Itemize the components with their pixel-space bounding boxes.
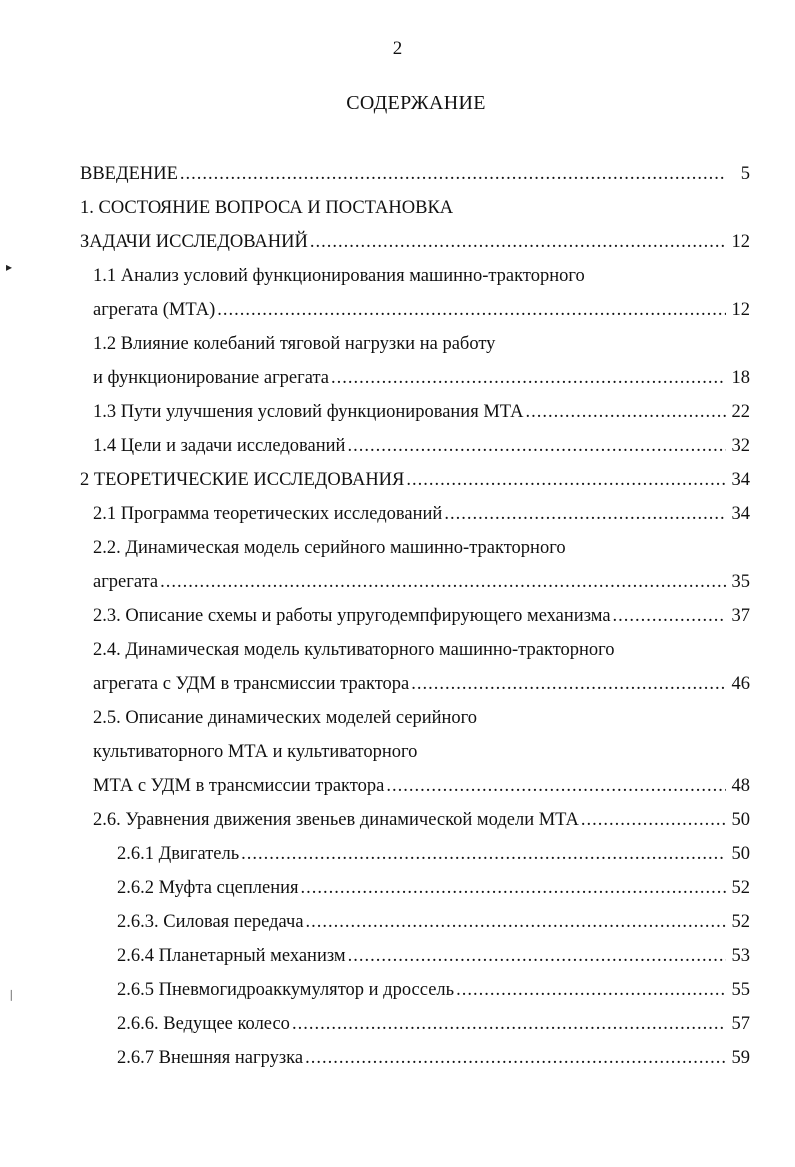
toc-entry-2-6-3[interactable]	[117, 905, 750, 939]
toc-entry-2-6-6[interactable]	[117, 1007, 750, 1041]
leader-dots	[180, 157, 726, 191]
leader-dots	[444, 497, 726, 531]
toc-entry-title: 1.3 Пути улучшения условий функционирования МТА	[93, 402, 524, 422]
toc-entry-2-6[interactable]	[93, 803, 750, 837]
leader-dots	[406, 463, 726, 497]
toc-line	[93, 769, 750, 803]
toc-entry-2-6-4[interactable]	[117, 939, 750, 973]
toc-line	[80, 191, 750, 225]
toc-line	[117, 1007, 750, 1041]
toc-entry-title-cont: агрегата (МТА)	[93, 300, 216, 320]
toc-page-number: 5	[740, 164, 750, 184]
toc-page-number: 52	[731, 878, 750, 898]
toc-page-number: 59	[731, 1048, 750, 1068]
toc-entry-title: 2.3. Описание схемы и работы упругодемпфирующего механизма	[93, 606, 611, 626]
toc-entry-title: 2 ТЕОРЕТИЧЕСКИЕ ИССЛЕДОВАНИЯ	[80, 470, 405, 490]
toc-line	[117, 1041, 750, 1075]
toc-entry-2-6-1[interactable]	[117, 837, 750, 871]
toc-line	[93, 667, 750, 701]
toc-entry-title: 2.6.4 Планетарный механизм	[117, 946, 346, 966]
toc-page-number: 18	[731, 368, 750, 388]
toc-entry-2-3[interactable]	[93, 599, 750, 633]
toc-page-number: 57	[731, 1014, 750, 1034]
leader-dots	[386, 769, 726, 803]
toc-entry-2-6-5[interactable]	[117, 973, 750, 1007]
toc-page-number: 48	[731, 776, 750, 796]
toc-line	[93, 293, 750, 327]
toc-entry-title: 2.6.5 Пневмогидроаккумулятор и дроссель	[117, 980, 455, 1000]
leader-dots	[526, 395, 726, 429]
toc-entry-title: 2.5. Описание динамических моделей серийного	[93, 708, 478, 728]
toc-entry-title: 2.6.7 Внешняя нагрузка	[117, 1048, 304, 1068]
toc-entry-2-5[interactable]	[93, 701, 750, 803]
leader-dots	[347, 429, 726, 463]
leader-dots	[456, 973, 726, 1007]
leader-dots	[310, 225, 726, 259]
toc-line	[117, 837, 750, 871]
toc-line	[117, 871, 750, 905]
toc-entry-title: 2.6.2 Муфта сцепления	[117, 878, 299, 898]
toc-entry-1-4[interactable]	[93, 429, 750, 463]
toc-line	[93, 735, 750, 769]
toc-entry-title-cont: ЗАДАЧИ ИССЛЕДОВАНИЙ	[80, 232, 308, 252]
toc-line	[117, 973, 750, 1007]
toc-entry-title: 2.1 Программа теоретических исследований	[93, 504, 443, 524]
leader-dots	[241, 837, 726, 871]
toc-entry-1-1[interactable]	[93, 259, 750, 327]
toc-entry-1-3[interactable]	[93, 395, 750, 429]
toc-entry-title: 1. СОСТОЯНИЕ ВОПРОСА И ПОСТАНОВКА	[80, 198, 454, 218]
toc-page-number: 35	[731, 572, 750, 592]
leader-dots	[305, 1041, 726, 1075]
leader-dots	[613, 599, 726, 633]
leader-dots	[306, 905, 726, 939]
toc-line	[93, 633, 750, 667]
leader-dots	[581, 803, 726, 837]
leader-dots	[411, 667, 726, 701]
toc-entry-1-2[interactable]	[93, 327, 750, 395]
toc-page-number: 50	[731, 810, 750, 830]
toc-entry-title: 1.2 Влияние колебаний тяговой нагрузки на работу	[93, 334, 496, 354]
toc-line	[117, 939, 750, 973]
toc-page-number: 37	[731, 606, 750, 626]
toc-line	[93, 803, 750, 837]
toc-page-number: 46	[731, 674, 750, 694]
toc-page-number: 34	[731, 470, 750, 490]
leader-dots	[217, 293, 726, 327]
toc-entry-title: 2.2. Динамическая модель серийного машинно-тракторного	[93, 538, 566, 558]
toc-entry-2-4[interactable]	[93, 633, 750, 701]
toc-entry-title: 2.6.3. Силовая передача	[117, 912, 304, 932]
leader-dots	[348, 939, 726, 973]
toc-entry-title: 2.6.6. Ведущее колесо	[117, 1014, 290, 1034]
leader-dots	[301, 871, 726, 905]
toc-page-number: 22	[731, 402, 750, 422]
toc-line	[93, 429, 750, 463]
toc-line	[93, 701, 750, 735]
toc-page-number: 32	[731, 436, 750, 456]
toc-line	[80, 463, 750, 497]
toc-line	[93, 497, 750, 531]
toc-entry-title: ВВЕДЕНИЕ	[80, 164, 178, 184]
toc-entry-chapter-2[interactable]	[80, 463, 750, 497]
scan-mark: ▸	[6, 260, 13, 274]
toc-entry-title: 2.6. Уравнения движения звеньев динамической модели МТА	[93, 810, 579, 830]
leader-dots	[160, 565, 726, 599]
toc-line	[93, 259, 750, 293]
toc-line	[80, 225, 750, 259]
toc-entry-title: 1.1 Анализ условий функционирования машинно-тракторного	[93, 266, 585, 286]
toc-entry-introduction[interactable]	[80, 157, 750, 191]
toc-title: СОДЕРЖАНИЕ	[346, 92, 486, 114]
toc-line	[93, 565, 750, 599]
toc-page-number: 12	[731, 300, 750, 320]
toc-page-number: 55	[731, 980, 750, 1000]
leader-dots	[292, 1007, 726, 1041]
toc-entry-2-6-7[interactable]	[117, 1041, 750, 1075]
toc-entry-chapter-1[interactable]	[80, 191, 750, 259]
toc-page-number: 50	[731, 844, 750, 864]
toc-entry-title-cont: МТА с УДМ в трансмиссии трактора	[93, 776, 385, 796]
toc-page-number: 12	[731, 232, 750, 252]
toc-entry-title-cont: агрегата с УДМ в трансмиссии трактора	[93, 674, 410, 694]
toc-line	[117, 905, 750, 939]
toc-entry-title: 2.6.1 Двигатель	[117, 844, 240, 864]
toc-entry-title: 2.4. Динамическая модель культиваторного машинно-тракторного	[93, 640, 615, 660]
toc-entry-title-cont: и функционирование агрегата	[93, 368, 329, 388]
toc-line	[93, 531, 750, 565]
scan-mark: │	[8, 990, 15, 1000]
toc-line	[93, 327, 750, 361]
toc-entry-2-2[interactable]	[93, 531, 750, 599]
toc-line	[93, 395, 750, 429]
leader-dots	[331, 361, 726, 395]
toc-entry-title-cont: культиваторного МТА и культиваторного	[93, 742, 418, 762]
toc-page-number: 53	[731, 946, 750, 966]
toc-entry-title-cont: агрегата	[93, 572, 159, 592]
toc-line	[93, 599, 750, 633]
toc-line	[93, 361, 750, 395]
toc-page-number: 34	[731, 504, 750, 524]
toc-line	[80, 157, 750, 191]
toc-page-number: 52	[731, 912, 750, 932]
toc-entry-title: 1.4 Цели и задачи исследований	[93, 436, 346, 456]
toc-entry-2-1[interactable]	[93, 497, 750, 531]
page-number: 2	[392, 38, 403, 59]
toc-entry-2-6-2[interactable]	[117, 871, 750, 905]
